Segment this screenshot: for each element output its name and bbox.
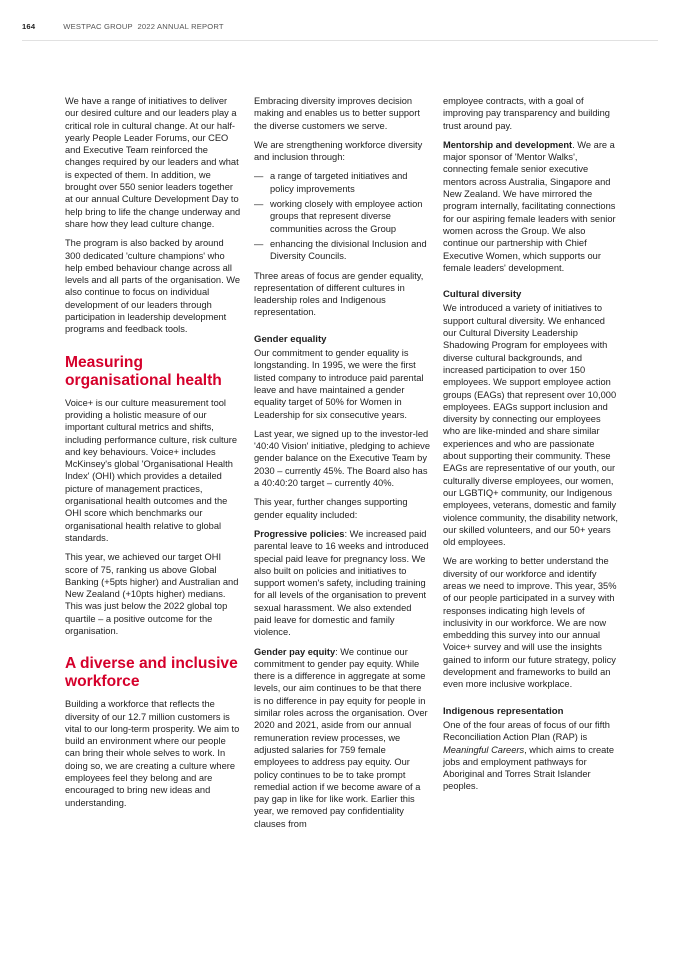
- paragraph-text: : We increased paid parental leave to 16 weeks and introduced special paid leave for pregnancy loss. We also built on policies and initiatives to support women's safety, including training for all levels of the organisation to prevent sexual harassment. We also extended paid leave for domestic and family violence.: [254, 528, 429, 638]
- page-header: [22, 22, 224, 31]
- paragraph: employee contracts, with a goal of improving pay transparency and building trust around pay.: [443, 96, 610, 131]
- section-heading-diverse: A diverse and inclusive workforce: [65, 655, 238, 691]
- lead-in: Progressive policies: [254, 528, 345, 539]
- column-1: [65, 95, 241, 816]
- list-item: — enhancing the divisional Inclusion and Diversity Councils.: [254, 238, 430, 263]
- paragraph: [254, 528, 430, 639]
- paragraph-text: . We are a major sponsor of 'Mentor Walks', connecting female senior executive mentors across Australia, Singapore and New Zealand. We have mirrored the program internally, facilitating connections for our aspiring female leaders with senior women across the Group. We also continue our partnership with Chief Executive Women, which supports our female leaders' development.: [443, 139, 616, 273]
- list-item: — a range of targeted initiatives and policy improvements: [254, 170, 430, 195]
- report-title: [63, 22, 224, 31]
- paragraph: Three areas of focus are gender equality, representation of different cultures in leadership roles and Indigenous representation.: [254, 270, 424, 318]
- org-name: WESTPAC GROUP: [63, 22, 133, 31]
- subheading-indigenous: Indigenous representation: [443, 705, 564, 717]
- paragraph: This year, we achieved our target OHI score of 75, ranking us above Global Banking (+5pts higher) and Australian and New Zealand (+10pts higher) medians. This was just below the 2022 global top quartile – a positive outcome for the organisation.: [65, 552, 239, 636]
- list-item: — working closely with employee action groups that represent diverse communities across the Group: [254, 198, 430, 235]
- paragraph: [254, 646, 430, 830]
- paragraph-text: , which aims to create jobs and employment pathways for Aboriginal and Torres Strait Islander peoples.: [443, 744, 615, 792]
- section-heading-measuring: Measuring organisational health: [65, 353, 222, 389]
- paragraph: [443, 139, 619, 274]
- subheading-gender-equality: Gender equality: [254, 333, 327, 345]
- paragraph: Embracing diversity improves decision making and enables us to better support the diverse customers we serve.: [254, 96, 420, 131]
- paragraph-text: One of the four areas of focus of our fifth Reconciliation Action Plan (RAP) is: [443, 719, 610, 743]
- report-name: 2022 ANNUAL REPORT: [137, 22, 224, 31]
- page-number: 164: [22, 22, 36, 31]
- paragraph: Our commitment to gender equality is longstanding. In 1995, we were the first listed company to introduce paid parental leave and have maintained a gender equality target of 50% for Women in Leadership for six consecutive years.: [254, 348, 424, 420]
- paragraph: This year, further changes supporting gender equality included:: [254, 497, 408, 520]
- column-3: [443, 95, 619, 800]
- paragraph: We are working to better understand the diversity of our workforce and identify areas we need to improve. This year, 35% of our people participated in a survey with responses indicating high levels of inclusivity in our workforce. We are now embedding this survey into our annual Voice+ survey and will use the insights gained to inform our future strategy, policy development and frameworks to build an even more inclusive workplace.: [443, 556, 617, 690]
- paragraph: [443, 719, 619, 793]
- initiatives-list: [254, 170, 430, 262]
- paragraph: Last year, we signed up to the investor-led '40:40 Vision' initiative, pledging to achieve gender balance on the Executive Team by 2030 – currently 45%. The Board also has a 40:40:20 target – currently 40%.: [254, 428, 431, 489]
- paragraph: Building a workforce that reflects the diversity of our 12.7 million customers is vital to our long-term prosperity. We aim to build an environment where our people can bring their whole selves to work. In doing so, we are creating a culture where employees feel they belong and are encouraged to bring new ideas and understanding.: [65, 699, 240, 808]
- paragraph-text: : We continue our commitment to gender pay equity. While there is a difference in aggregate at some levels, our aim continues to be that there is no difference in pay equity for people in similar roles across the organisation. Over 2020 and 2021, aside from our annual remuneration review processes, we adjusted salaries for 759 female employees to address pay equity. Our policy continues to be to take prompt remedial action if we become aware of a pay gap in like for like work. Earlier this year, we removed pay confidentiality clauses from: [254, 646, 428, 829]
- lead-in: Gender pay equity: [254, 646, 336, 657]
- paragraph: Voice+ is our culture measurement tool providing a holistic measure of our important cultural metrics and shifts, including performance culture, risk culture and key behaviours. Voice+ includes McKinsey's global 'Organisational Health Index' (OHI) which provides a detailed picture of management practices, organisational health outcomes and the OHI score which benchmarks our organisational health relative to global standards.: [65, 397, 238, 543]
- subheading-cultural-diversity: Cultural diversity: [443, 289, 522, 301]
- lead-in: Mentorship and development: [443, 139, 573, 150]
- paragraph: We introduced a variety of initiatives to support cultural diversity. We enhanced our Cultural Diversity Leadership Shadowing Program for employees with diverse cultural backgrounds, and increased participation to over 150 employees. We support employee action groups (EAGs) that represent over 10,000 employees. EAGs support inclusion and diversity by connecting our employees who are like-minded and share similar experiences and who are passionate about supporting their community. These EAGs are representative of our youth, our culturally diverse employees, our women, our LGBTIQ+ community, our Indigenous employees, veterans, domestic and family violence community, the disability network, our skilled volunteers, and our 50+ years old employees.: [443, 303, 618, 548]
- paragraph: The program is also backed by around 300 dedicated 'culture champions' who help embed behaviour change across all levels and all parts of the organisation. We also continue to focus on individual development of our leaders through participation in leadership development programs and feedback tools.: [65, 238, 241, 335]
- italic-term: Meaningful Careers: [443, 744, 525, 755]
- paragraph: We are strengthening workforce diversity and inclusion through:: [254, 139, 423, 163]
- paragraph: We have a range of initiatives to deliver our desired culture and our leaders play a critical role in cultural change. At our half-yearly People Leader Forums, our CEO and Executive Team reinforced the changes required by our leaders and what is expected of them. In addition, we brought over 550 senior leaders together at our annual Culture Development Day to help bring to life the change underway and share how they lead culture change.: [65, 96, 241, 229]
- column-2: [254, 95, 430, 837]
- header-divider: [22, 40, 658, 41]
